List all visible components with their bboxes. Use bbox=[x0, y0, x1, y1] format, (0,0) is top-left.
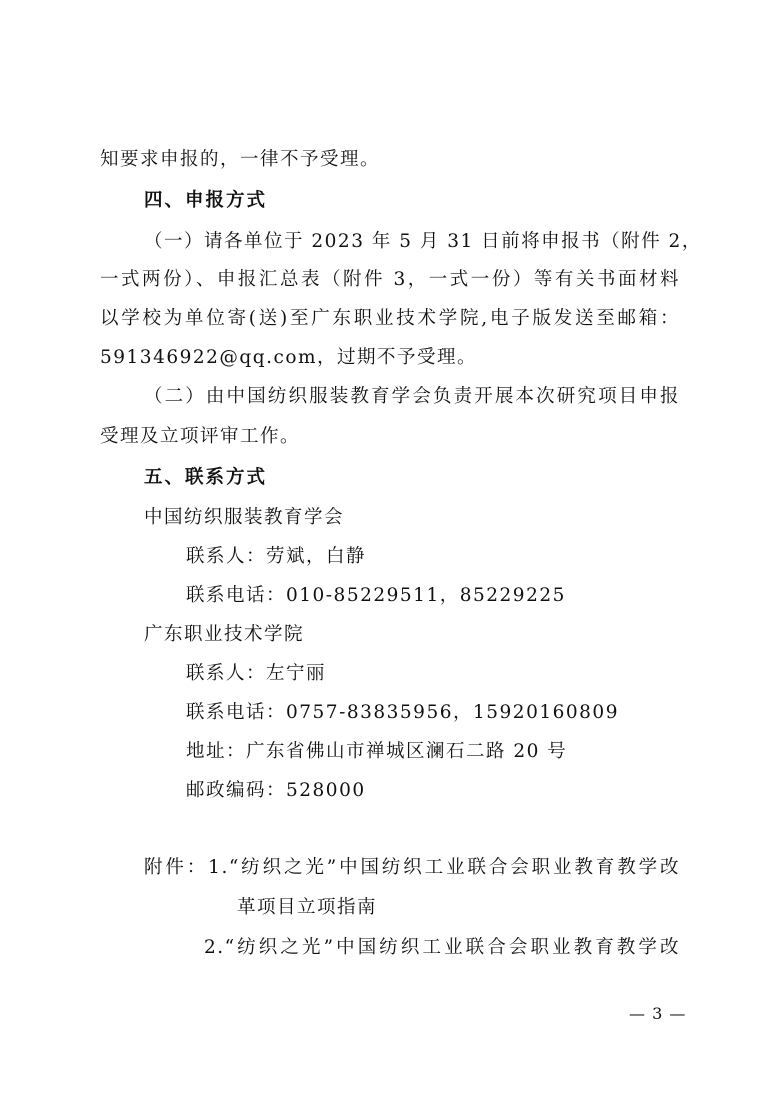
org-name: 中国纺织服装教育学会 bbox=[144, 507, 345, 528]
paragraph-line: 受理及立项评审工作。 bbox=[100, 426, 301, 447]
attachment-item: 附件：1.“纺织之光”中国纺织工业联合会职业教育教学改 bbox=[144, 857, 680, 878]
section-heading: 四、申报方式 bbox=[144, 190, 268, 211]
contact-person: 联系人：左宁丽 bbox=[186, 663, 327, 684]
org-name: 广东职业技术学院 bbox=[144, 624, 305, 645]
paragraph-line: 591346922@qq.com，过期不予受理。 bbox=[100, 347, 478, 368]
attachment-item: 革项目立项指南 bbox=[237, 897, 378, 918]
attachment-item: 2.“纺织之光”中国纺织工业联合会职业教育教学改 bbox=[204, 937, 680, 958]
paragraph-line: 以学校为单位寄(送)至广东职业技术学院,电子版发送至邮箱： bbox=[100, 308, 680, 329]
contact-phone: 联系电话：0757-83835956，15920160809 bbox=[186, 702, 619, 723]
paragraph-line: 一式两份）、申报汇总表（附件 3，一式一份）等有关书面材料 bbox=[100, 269, 680, 290]
postcode: 邮政编码：528000 bbox=[186, 780, 366, 801]
section-heading: 五、联系方式 bbox=[144, 467, 268, 488]
contact-person: 联系人：劳斌，白静 bbox=[186, 546, 367, 567]
paragraph-line: 知要求申报的，一律不予受理。 bbox=[100, 149, 381, 170]
address: 地址：广东省佛山市禅城区澜石二路 20 号 bbox=[186, 741, 568, 762]
page-number: — 3 — bbox=[629, 1004, 687, 1023]
paragraph-line: （二）由中国纺织服装教育学会负责开展本次研究项目申报 bbox=[144, 386, 680, 407]
paragraph-line: （一）请各单位于 2023 年 5 月 31 日前将申报书（附件 2， bbox=[144, 231, 702, 252]
contact-phone: 联系电话：010-85229511，85229225 bbox=[186, 585, 566, 606]
